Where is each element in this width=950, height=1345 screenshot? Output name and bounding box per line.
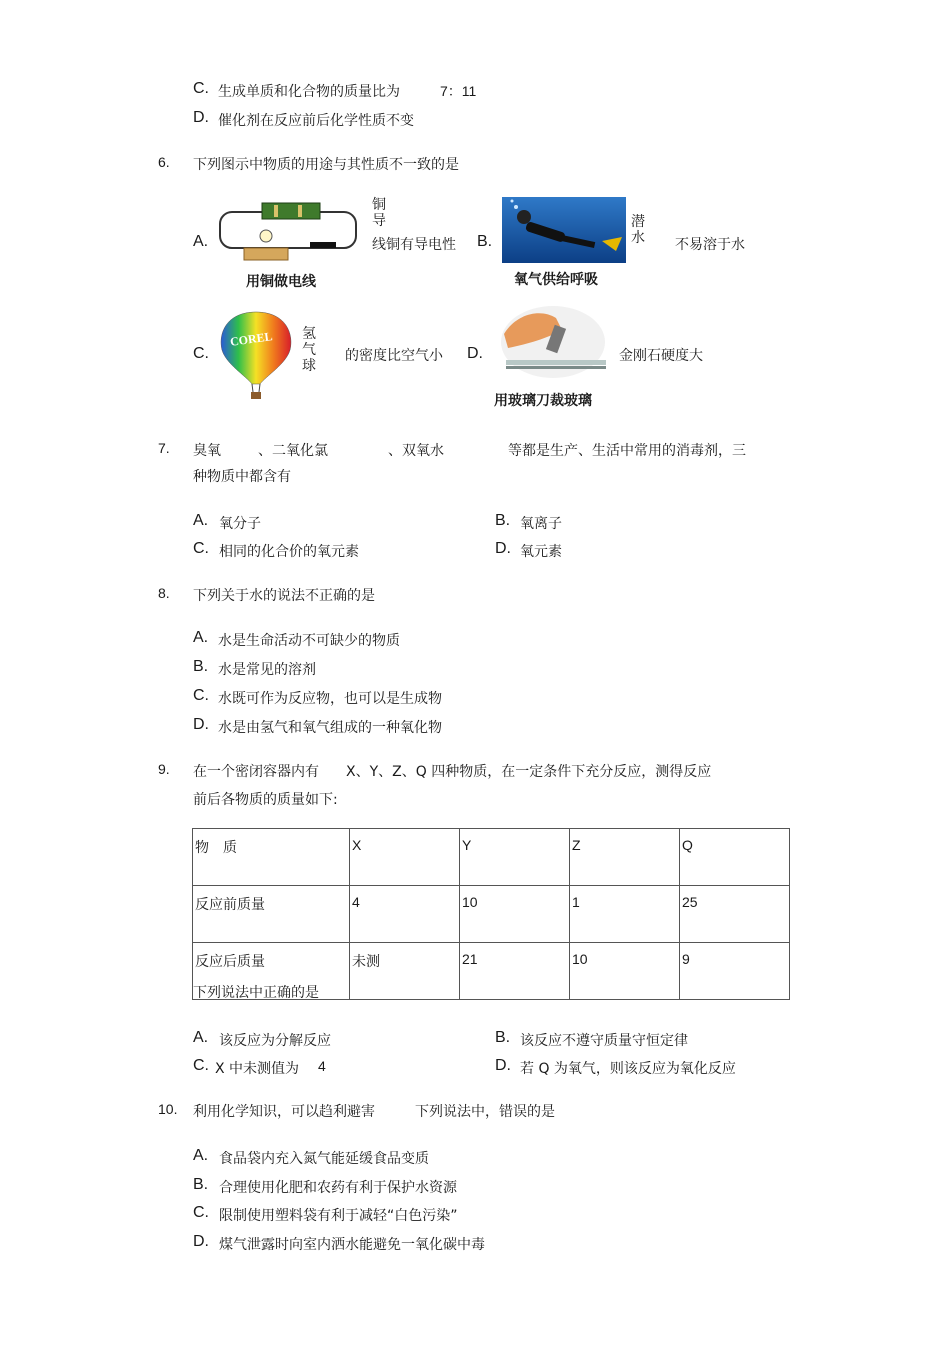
option-text: 食品袋内充入氮气能延缓食品变质 <box>219 1151 429 1167</box>
option-letter: C. <box>193 687 209 704</box>
option-text: 不易溶于水 <box>675 237 745 253</box>
option-text: 氧离子 <box>520 516 562 532</box>
table-cell: Y <box>460 829 570 886</box>
stem-part: 、二氧化氯 <box>258 443 328 459</box>
diver-image <box>502 197 626 263</box>
option-text: 金刚石硬度大 <box>619 348 703 364</box>
question-stem: 下列图示中物质的用途与其性质不一致的是 <box>193 157 459 173</box>
table-cell: 反应后质量 <box>193 943 350 1000</box>
option-letter: C. <box>193 540 209 557</box>
option-letter: A. <box>193 1147 209 1164</box>
option-letter: D. <box>193 1233 209 1250</box>
option-text: X 中未测值为 <box>215 1061 300 1077</box>
image-caption: 氧气供给呼吸 <box>514 272 598 288</box>
balloon-logo-text: COREL <box>229 329 274 349</box>
option-letter: A. <box>193 512 209 529</box>
option-letter: C. <box>193 1057 209 1074</box>
option-text: 氧分子 <box>219 516 261 532</box>
vertical-label: 潜水 <box>631 214 645 246</box>
option-text: 水是生命活动不可缺少的物质 <box>218 633 400 649</box>
image-caption: 用铜做电线 <box>246 274 316 290</box>
glass-cutter-image <box>498 304 608 382</box>
question-number: 6. <box>158 154 170 170</box>
hot-air-balloon-image <box>216 310 296 400</box>
option-letter: B. <box>495 512 511 529</box>
option-text: 的密度比空气小 <box>345 348 443 364</box>
mass-table <box>192 828 790 1000</box>
option-letter: A. <box>193 629 209 646</box>
image-caption: 用玻璃刀裁玻璃 <box>494 393 592 409</box>
vertical-label: 氢气球 <box>302 326 316 374</box>
option-letter: D. <box>495 540 511 557</box>
option-letter: A. <box>193 1029 209 1046</box>
option-text: 水是常见的溶剂 <box>218 662 316 678</box>
question-number: 7. <box>158 440 170 456</box>
diver-icon <box>502 197 626 263</box>
option-letter: D. <box>193 716 209 733</box>
stem-part: 下列说法中，错误的是 <box>415 1104 555 1120</box>
table-cell: Q <box>680 829 790 886</box>
question-prompt: 下列说法中正确的是 <box>193 985 319 1001</box>
question-number: 9. <box>158 761 170 777</box>
option-value: 4 <box>318 1058 326 1074</box>
option-letter: A. <box>193 233 209 250</box>
table-row <box>193 886 790 943</box>
table-cell: 反应前质量 <box>193 886 350 943</box>
table-cell: 4 <box>350 886 460 943</box>
option-letter: D. <box>467 345 483 362</box>
question-stem: 下列关于水的说法不正确的是 <box>193 588 375 604</box>
option-text: 水是由氢气和氧气组成的一种氧化物 <box>218 720 442 736</box>
option-letter: B. <box>477 233 493 250</box>
option-text: 催化剂在反应前后化学性质不变 <box>218 113 414 129</box>
option-text: 线铜有导电性 <box>372 237 456 253</box>
table-cell: 10 <box>460 886 570 943</box>
table-cell: 10 <box>570 943 680 1000</box>
option-text: 合理使用化肥和农药有利于保护水资源 <box>219 1180 457 1196</box>
option-text: 该反应为分解反应 <box>219 1033 331 1049</box>
stem-line2: 前后各物质的质量如下: <box>193 792 338 808</box>
option-letter: B. <box>193 658 209 675</box>
vertical-label: 铜导 <box>372 197 386 229</box>
option-letter: C. <box>193 80 209 97</box>
option-text: 该反应不遵守质量守恒定律 <box>520 1033 688 1049</box>
stem-part: 臭氧 <box>193 443 221 459</box>
option-letter: B. <box>193 1176 209 1193</box>
stem-part: 利用化学知识，可以趋利避害 <box>193 1104 375 1120</box>
glass-cutter-icon <box>498 304 608 382</box>
stem-part: 、双氧水 <box>388 443 444 459</box>
table-cell: 未测 <box>350 943 460 1000</box>
option-letter: D. <box>193 109 209 126</box>
question-number: 8. <box>158 585 170 601</box>
table-cell: Z <box>570 829 680 886</box>
option-ratio: 7：11 <box>440 83 477 99</box>
option-text: 煤气泄露时向室内洒水能避免一氧化碳中毒 <box>219 1237 485 1253</box>
question-number: 10. <box>158 1101 178 1117</box>
table-cell: 9 <box>680 943 790 1000</box>
option-text: 氧元素 <box>520 544 562 560</box>
option-letter: C. <box>193 345 209 362</box>
balloon-icon <box>216 310 296 400</box>
table-cell: 物 质 <box>193 829 350 886</box>
stem-part: 等都是生产、生活中常用的消毒剂，三 <box>508 443 746 459</box>
table-cell: 1 <box>570 886 680 943</box>
option-letter: C. <box>193 1204 209 1221</box>
table-cell: 25 <box>680 886 790 943</box>
copper-circuit-image <box>214 198 362 266</box>
stem-line2: 种物质中都含有 <box>193 469 291 485</box>
option-text: 相同的化合价的氧元素 <box>219 544 359 560</box>
option-text: 水既可作为反应物，也可以是生成物 <box>218 691 442 707</box>
option-text: 生成单质和化合物的质量比为 <box>218 84 400 100</box>
option-text: 限制使用塑料袋有利于减轻“白色污染” <box>219 1208 458 1224</box>
table-cell: 21 <box>460 943 570 1000</box>
option-text: 若 Q 为氧气，则该反应为氧化反应 <box>520 1061 736 1077</box>
stem-part: 在一个密闭容器内有 <box>193 764 319 780</box>
option-letter: D. <box>495 1057 511 1074</box>
table-cell: X <box>350 829 460 886</box>
circuit-diagram-icon <box>214 198 362 266</box>
stem-part: X、Y、Z、Q 四种物质，在一定条件下充分反应，测得反应 <box>346 764 712 780</box>
table-header-row <box>193 829 790 886</box>
option-letter: B. <box>495 1029 511 1046</box>
